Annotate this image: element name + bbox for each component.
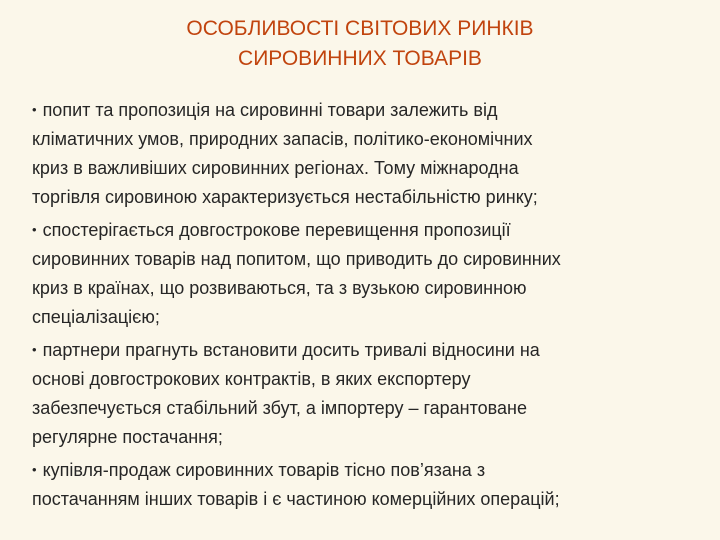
bullet-text: спостерігається довгострокове перевищення пропозиції bbox=[42, 220, 511, 240]
bullet-line: регулярне постачання; bbox=[32, 427, 223, 447]
bullet-line: криз в країнах, що розвиваються, та з вузькою сировинною bbox=[32, 278, 527, 298]
bullet-item-trade bbox=[32, 455, 700, 514]
bullet-item-partners bbox=[32, 335, 700, 452]
bullet-line: торгівля сировиною характеризується нестабільністю ринку; bbox=[32, 187, 538, 207]
bullet-line bbox=[32, 455, 700, 485]
bullet-text: партнери прагнуть встановити досить тривалі відносини на bbox=[42, 340, 540, 360]
bullet-list bbox=[32, 95, 700, 517]
bullet-dot-icon: • bbox=[32, 462, 37, 477]
bullet-text: попит та пропозиція на сировинні товари залежить від bbox=[42, 100, 498, 120]
bullet-line: постачанням інших товарів і є частиною комерційних операцій; bbox=[32, 489, 560, 509]
bullet-dot-icon: • bbox=[32, 222, 37, 237]
bullet-line: забезпечується стабільний збут, а імпортеру – гарантоване bbox=[32, 398, 527, 418]
bullet-dot-icon: • bbox=[32, 342, 37, 357]
bullet-line bbox=[32, 95, 700, 125]
bullet-line: криз в важливіших сировинних регіонах. Тому міжнародна bbox=[32, 158, 519, 178]
bullet-line: кліматичних умов, природних запасів, політико-економічних bbox=[32, 129, 533, 149]
title-line-2: СИРОВИННИХ ТОВАРІВ bbox=[238, 47, 482, 70]
bullet-item-oversupply bbox=[32, 215, 700, 332]
bullet-line bbox=[32, 215, 700, 245]
bullet-line bbox=[32, 335, 700, 365]
bullet-item-climate bbox=[32, 95, 700, 212]
slide-title bbox=[40, 14, 680, 74]
title-line-1: ОСОБЛИВОСТІ СВІТОВИХ РИНКІВ bbox=[186, 17, 534, 40]
bullet-line: основі довгострокових контрактів, в яких експортеру bbox=[32, 369, 471, 389]
bullet-dot-icon: • bbox=[32, 102, 37, 117]
bullet-line: спеціалізацією; bbox=[32, 307, 160, 327]
bullet-line: сировинних товарів над попитом, що приводить до сировинних bbox=[32, 249, 561, 269]
bullet-text: купівля-продаж сировинних товарів тісно пов’язана з bbox=[42, 460, 486, 480]
